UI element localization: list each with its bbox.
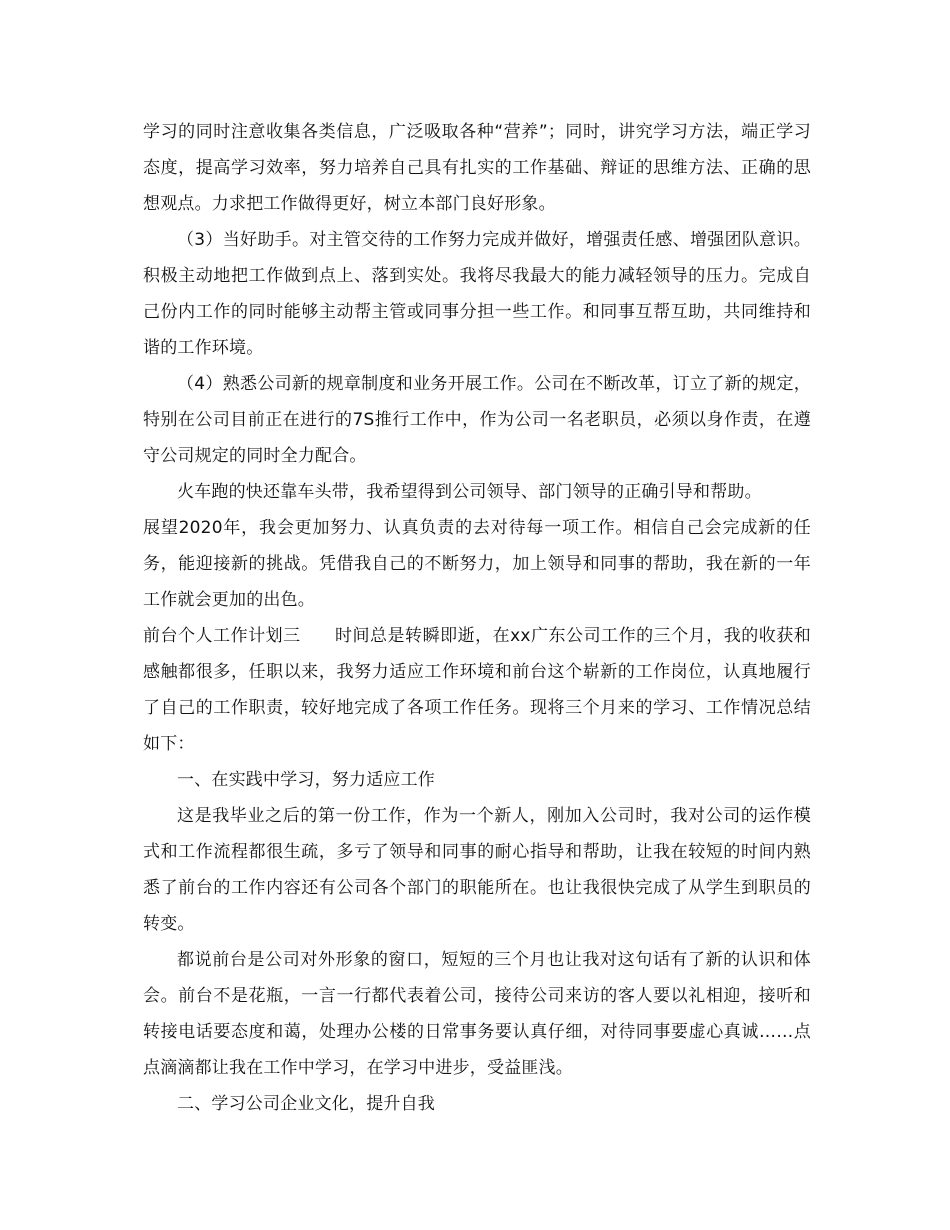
section-title: 前台个人工作计划三 [143, 626, 301, 646]
paragraph-plan-three [143, 618, 811, 762]
document-body [143, 114, 811, 1122]
paragraph-item-3: （3）当好助手。对主管交待的工作努力完成并做好，增强责任感、增强团队意识。积极主动地把工作做到点上、落到实处。我将尽我最大的能力减轻领导的压力。完成自己份内工作的同时能够主动帮主管或同事分担一些工作。和同事互帮互助，共同维持和谐的工作环境。 [143, 230, 811, 358]
paragraph-continuation: 学习的同时注意收集各类信息，广泛吸取各种“营养”；同时，讲究学习方法，端正学习态度，提高学习效率，努力培养自己具有扎实的工作基础、辩证的思维方法、正确的思想观点。力求把工作做得更好，树立本部门良好形象。 [143, 122, 811, 214]
paragraph-train-saying: 火车跑的快还靠车头带，我希望得到公司领导、部门领导的正确引导和帮助。 [177, 482, 762, 502]
section-intro: 时间总是转瞬即逝，在xx广东公司工作的三个月，我的收获和感触都很多，任职以来，我努力适应工作环境和前台这个崭新的工作岗位，认真地履行了自己的工作职责，较好地完成了各项工作任务。现将三个月来的学习、工作情况总结如下： [143, 626, 811, 754]
heading-two: 二、学习公司企业文化，提升自我 [177, 1094, 435, 1114]
paragraph-outlook: 展望2020年，我会更加努力、认真负责的去对待每一项工作。相信自己会完成新的任务，能迎接新的挑战。凭借我自己的不断努力，加上领导和同事的帮助，我在新的一年工作就会更加的出色。 [143, 518, 811, 610]
paragraph-front-desk: 都说前台是公司对外形象的窗口，短短的三个月也让我对这句话有了新的认识和体会。前台不是花瓶，一言一行都代表着公司，接待公司来访的客人要以礼相迎，接听和转接电话要态度和蔼，处理办公楼的日常事务要认真仔细，对待同事要虚心真诚……点点滴滴都让我在工作中学习，在学习中进步，受益匪浅。 [143, 950, 811, 1078]
paragraph-item-4: （4）熟悉公司新的规章制度和业务开展工作。公司在不断改革，订立了新的规定，特别在公司目前正在进行的7S推行工作中，作为公司一名老职员，必须以身作责，在遵守公司规定的同时全力配合。 [143, 374, 811, 466]
heading-one: 一、在实践中学习，努力适应工作 [177, 770, 435, 790]
paragraph-first-job: 这是我毕业之后的第一份工作，作为一个新人，刚加入公司时，我对公司的运作模式和工作流程都很生疏，多亏了领导和同事的耐心指导和帮助，让我在较短的时间内熟悉了前台的工作内容还有公司各个部门的职能所在。也让我很快完成了从学生到职员的转变。 [143, 806, 811, 934]
